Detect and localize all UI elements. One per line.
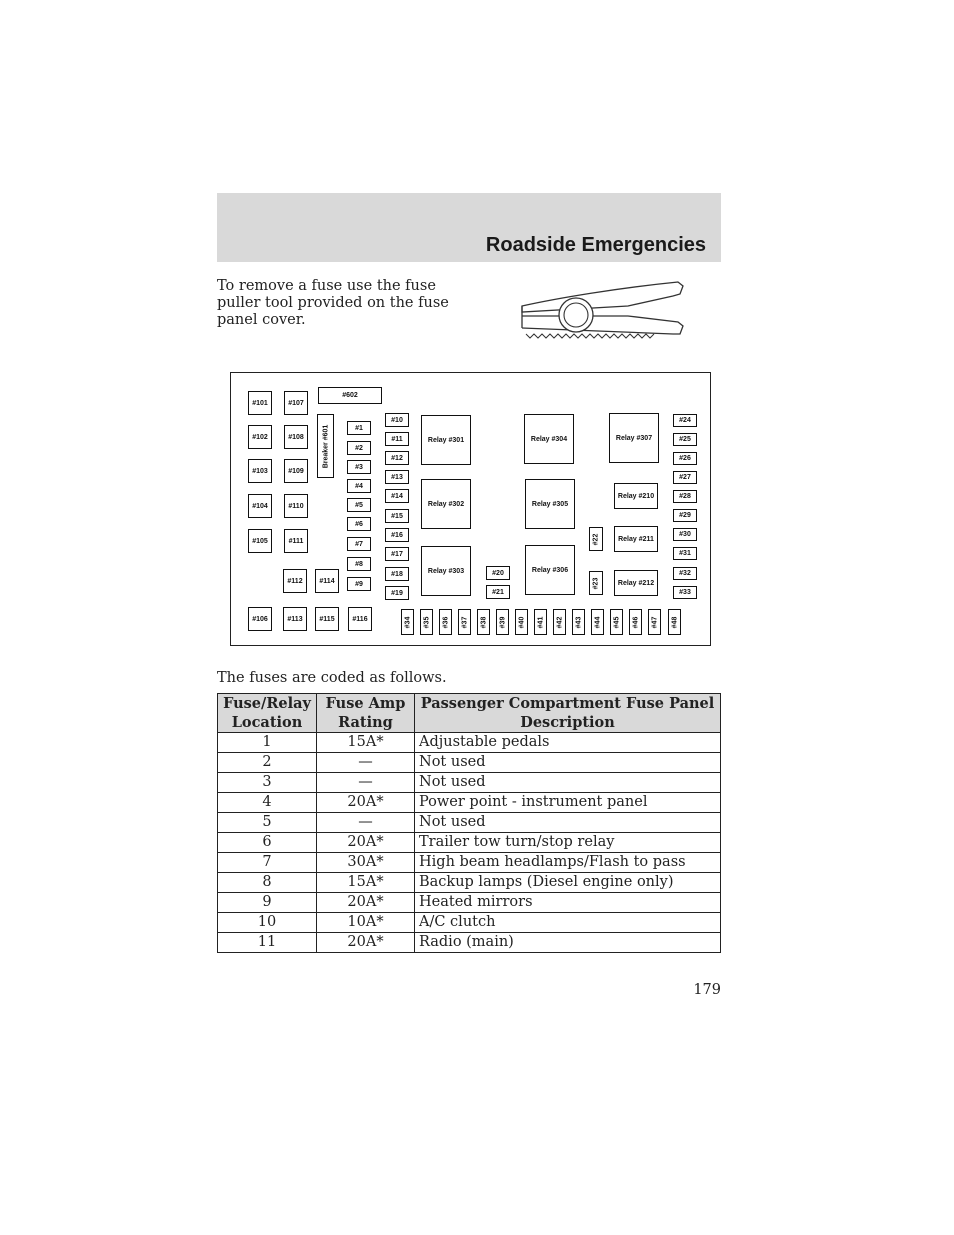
fuse-36: #36 [439,609,452,635]
table-row [218,833,721,853]
fuse-44: #44 [591,609,604,635]
table-row [218,933,721,953]
cell-location: 4 [218,793,317,813]
cell-description: Not used [415,773,721,793]
cell-location: 11 [218,933,317,953]
fuse-31: #31 [673,547,697,560]
header-rating: Fuse Amp Rating [317,694,415,733]
fuse-panel-diagram [230,372,711,646]
header-location: Fuse/Relay Location [218,694,317,733]
table-row [218,853,721,873]
fuse-102: #102 [248,425,272,449]
fuse-20: #20 [486,566,510,580]
fuse-8: #8 [347,557,371,571]
table-row [218,753,721,773]
relay-303: Relay #303 [421,546,471,596]
breaker-601: Breaker #601 [317,414,334,478]
cell-description: Radio (main) [415,933,721,953]
cell-location: 7 [218,853,317,873]
fuse-33: #33 [673,586,697,599]
fuse-40: #40 [515,609,528,635]
fuse-22: #22 [589,527,603,551]
cell-rating: — [317,753,415,773]
cell-location: 8 [218,873,317,893]
cell-description: Heated mirrors [415,893,721,913]
fuse-47: #47 [648,609,661,635]
fuse-24: #24 [673,414,697,427]
cell-location: 1 [218,733,317,753]
fuse-45: #45 [610,609,623,635]
cell-location: 3 [218,773,317,793]
fuse-7: #7 [347,537,371,551]
fuse-18: #18 [385,567,409,581]
fuse-104: #104 [248,494,272,518]
table-row [218,733,721,753]
fuse-11: #11 [385,432,409,446]
cell-rating: 15A* [317,873,415,893]
fuse-35: #35 [420,609,433,635]
fuse-29: #29 [673,509,697,522]
cell-description: Trailer tow turn/stop relay [415,833,721,853]
fuse-46: #46 [629,609,642,635]
cell-description: Power point - instrument panel [415,793,721,813]
fuse-37: #37 [458,609,471,635]
fuse-4: #4 [347,479,371,493]
cell-rating: 20A* [317,893,415,913]
fuse-5: #5 [347,498,371,512]
fuse-17: #17 [385,547,409,561]
intro-paragraph: To remove a fuse use the fuse puller tool provided on the fuse panel cover. [217,278,449,328]
cell-description: Adjustable pedals [415,733,721,753]
table-row [218,773,721,793]
cell-rating: — [317,773,415,793]
relay-301: Relay #301 [421,415,471,465]
cell-description: Not used [415,753,721,773]
fuse-3: #3 [347,460,371,474]
fuse-13: #13 [385,470,409,484]
cell-rating: 10A* [317,913,415,933]
section-header [217,193,721,262]
cell-rating: 15A* [317,733,415,753]
fuse-38: #38 [477,609,490,635]
table-row [218,793,721,813]
fuse-105: #105 [248,529,272,553]
fuse-21: #21 [486,585,510,599]
table-row [218,913,721,933]
section-title: Roadside Emergencies [485,234,706,256]
fuse-103: #103 [248,459,272,483]
table-row [218,813,721,833]
fuse-108: #108 [284,425,308,449]
fuse-39: #39 [496,609,509,635]
fuse-12: #12 [385,451,409,465]
relay-212: Relay #212 [614,570,658,596]
fuse-43: #43 [572,609,585,635]
relay-302: Relay #302 [421,479,471,529]
table-row [218,873,721,893]
fuse-27: #27 [673,471,697,484]
fuse-30: #30 [673,528,697,541]
relay-305: Relay #305 [525,479,575,529]
fuse-111: #111 [284,529,308,553]
cell-location: 10 [218,913,317,933]
table-header-row [218,694,721,733]
fuse-14: #14 [385,489,409,503]
fuse-101: #101 [248,391,272,415]
fuse-107: #107 [284,391,308,415]
fuse-114: #114 [315,569,339,593]
relay-306: Relay #306 [525,545,575,595]
fuse-41: #41 [534,609,547,635]
cell-location: 2 [218,753,317,773]
cell-rating: 20A* [317,793,415,813]
cell-location: 5 [218,813,317,833]
fuse-15: #15 [385,509,409,523]
header-description: Passenger Compartment Fuse Panel Description [415,694,721,733]
fuse-42: #42 [553,609,566,635]
fuse-2: #2 [347,441,371,455]
fuse-6: #6 [347,517,371,531]
fuse-32: #32 [673,567,697,580]
fuse-9: #9 [347,577,371,591]
relay-307: Relay #307 [609,413,659,463]
cell-rating: — [317,813,415,833]
cell-location: 6 [218,833,317,853]
page-number: 179 [693,982,721,998]
fuse-1: #1 [347,421,371,435]
fuse-28: #28 [673,490,697,503]
fuse-116: #116 [348,607,372,631]
fuse-19: #19 [385,586,409,600]
fuse-34: #34 [401,609,414,635]
cell-rating: 30A* [317,853,415,873]
fuse-115: #115 [315,607,339,631]
fuse-112: #112 [283,569,307,593]
cell-rating: 20A* [317,933,415,953]
fuse-602: #602 [318,387,382,404]
relay-304: Relay #304 [524,414,574,464]
cell-description: High beam headlamps/Flash to pass [415,853,721,873]
cell-rating: 20A* [317,833,415,853]
fuse-23: #23 [589,571,603,595]
coded-caption: The fuses are coded as follows. [217,670,447,686]
fuse-113: #113 [283,607,307,631]
cell-description: Backup lamps (Diesel engine only) [415,873,721,893]
fuse-110: #110 [284,494,308,518]
fuse-106: #106 [248,607,272,631]
fuse-16: #16 [385,528,409,542]
fuse-25: #25 [673,433,697,446]
fuse-109: #109 [284,459,308,483]
fuse-table [217,693,721,953]
relay-211: Relay #211 [614,526,658,552]
cell-description: A/C clutch [415,913,721,933]
fuse-puller-illustration [518,276,688,344]
relay-210: Relay #210 [614,483,658,509]
table-row [218,893,721,913]
fuse-26: #26 [673,452,697,465]
fuse-48: #48 [668,609,681,635]
cell-description: Not used [415,813,721,833]
fuse-10: #10 [385,413,409,427]
cell-location: 9 [218,893,317,913]
